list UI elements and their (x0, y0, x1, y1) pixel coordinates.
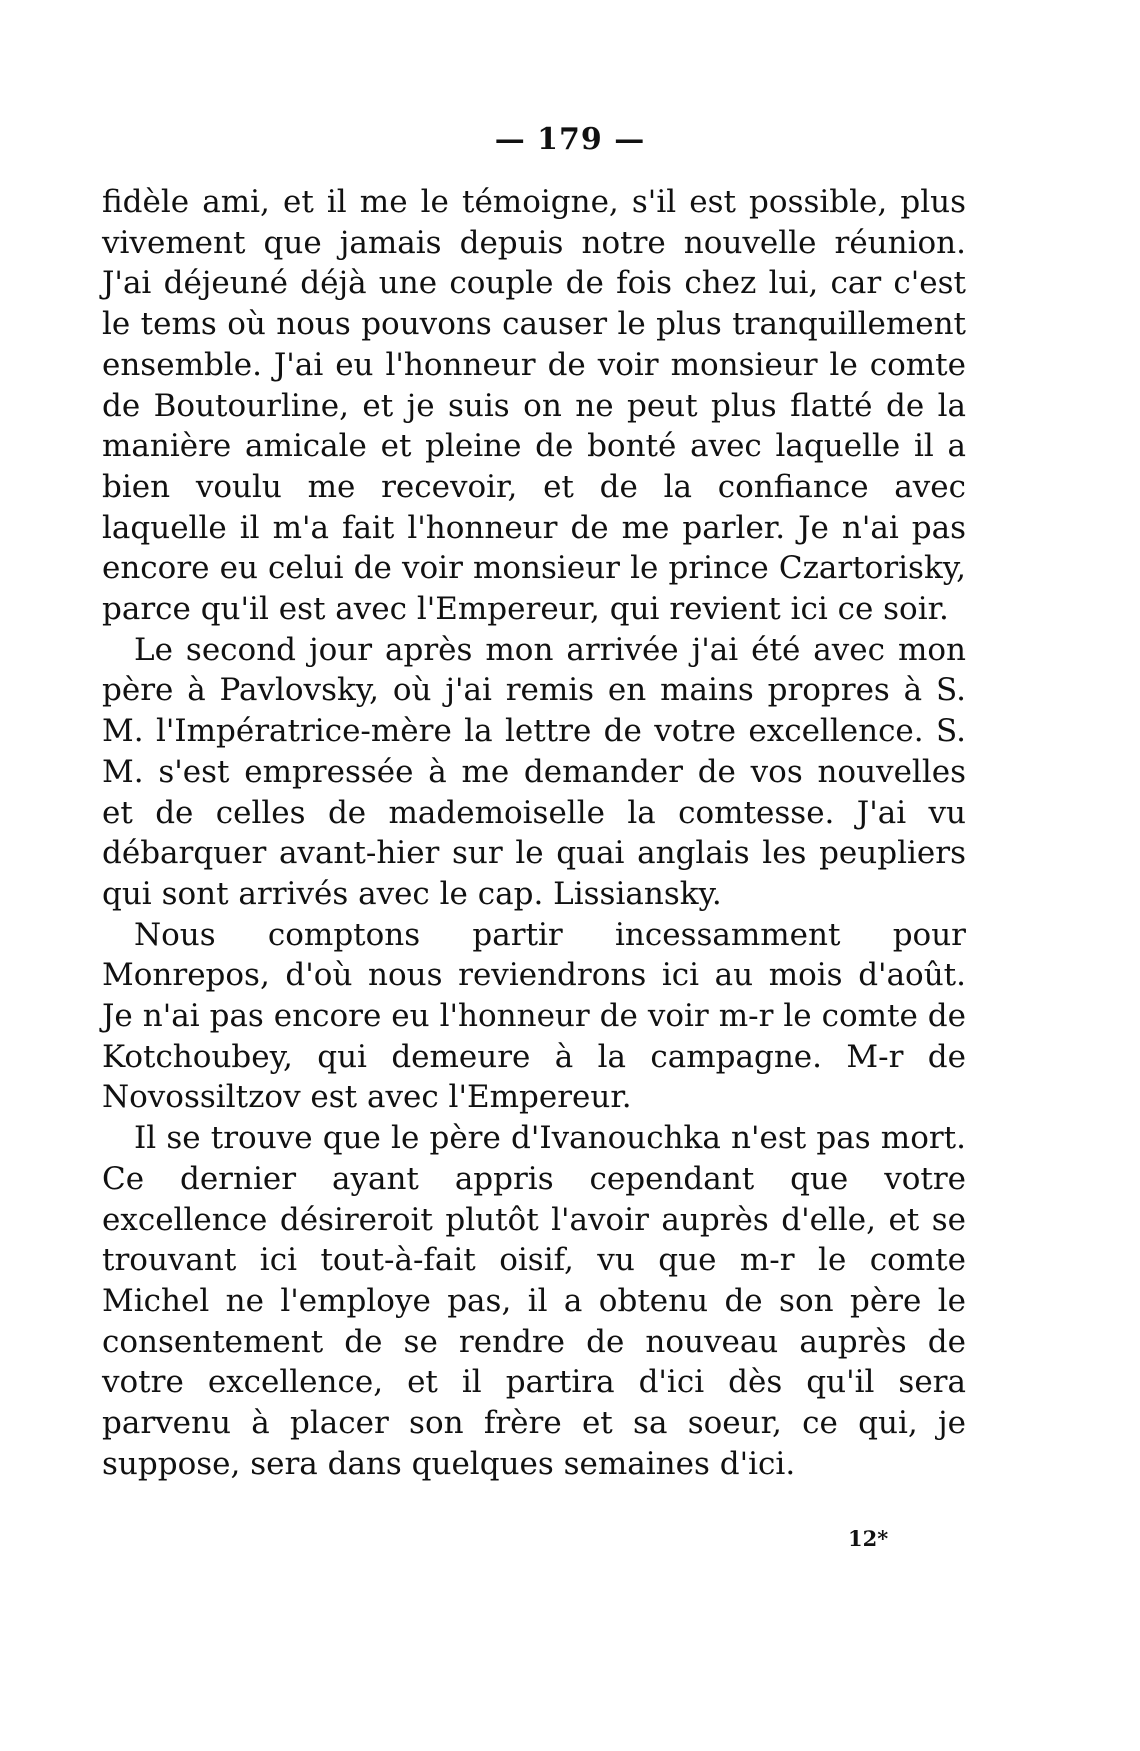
body-text (102, 182, 966, 1485)
paragraph-1: fidèle ami, et il me le témoigne, s'il est possible, plus vivement que jamais depuis notre nouvelle réunion. J'ai déjeuné déjà une couple de fois chez lui, car c'est le tems où nous pouvons causer le plus tranquillement ensemble. J'ai eu l'honneur de voir monsieur le comte de Boutourline, et je suis on ne peut plus flatté de la manière amicale et pleine de bonté avec laquelle il a bien voulu me recevoir, et de la confiance avec laquelle il m'a fait l'honneur de me parler. Je n'ai pas encore eu celui de voir monsieur le prince Czartorisky, parce qu'il est avec l'Empereur, qui revient ici ce soir. (102, 184, 966, 628)
paragraph-4: Il se trouve que le père d'Ivanouchka n'est pas mort. Ce dernier ayant appris cependant que votre excellence désireroit plutôt l'avoir auprès d'elle, et se trouvant ici tout-à-fait oisif, vu que m-r le comte Michel ne l'employe pas, il a obtenu de son père le consentement de se rendre de nouveau auprès de votre excellence, et il partira d'ici dès qu'il sera parvenu à placer son frère et sa soeur, ce qui, je suppose, sera dans quelques semaines d'ici. (102, 1120, 966, 1482)
paragraph-2: Le second jour après mon arrivée j'ai été avec mon père à Pavlovsky, où j'ai remis en mains propres à S. M. l'Impératrice-mère la lettre de votre excellence. S. M. s'est empressée à me demander de vos nouvelles et de celles de mademoiselle la comtesse. J'ai vu débarquer avant-hier sur le quai anglais les peupliers qui sont arrivés avec le cap. Lissiansky. (102, 631, 966, 912)
paragraph-3: Nous comptons partir incessamment pour Monrepos, d'où nous reviendrons ici au mois d'août. Je n'ai pas encore eu l'honneur de voir m-r le comte de Kotchoubey, qui demeure à la campagne. M-r de Novossiltzov est avec l'Empereur. (102, 916, 966, 1116)
signature-mark: 12* (848, 1526, 889, 1551)
page-number: — 179 — (494, 122, 646, 157)
